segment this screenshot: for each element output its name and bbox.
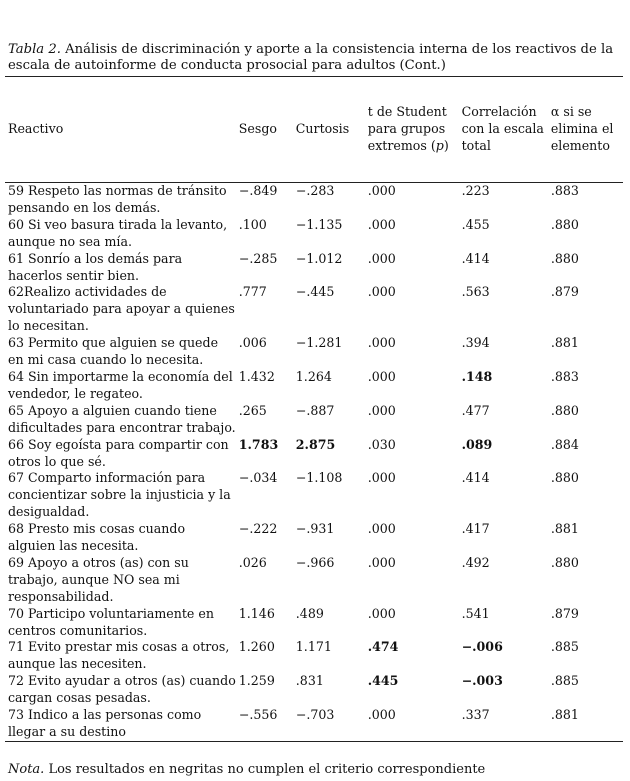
cell-curtosis: 1.264 — [295, 368, 332, 384]
cell-sesgo: −.034 — [238, 470, 278, 486]
header-t-student-prefix: t de Student para grupos extremos ( — [367, 104, 447, 153]
table-caption — [8, 42, 624, 74]
table-row — [5, 369, 623, 403]
cell-reactivo: 72 Evito ayudar a otros (as) cuando cargan cosas pesadas. — [8, 673, 236, 706]
cell-t-student: .000 — [367, 707, 396, 723]
cell-t-student: .000 — [367, 402, 396, 418]
table-row — [5, 470, 623, 521]
cell-alpha: .880 — [550, 402, 579, 418]
cell-alpha: .879 — [550, 284, 579, 300]
cell-alpha: .884 — [550, 436, 579, 452]
cell-reactivo: 68 Presto mis cosas cuando alguien las necesita. — [8, 521, 186, 554]
cell-correlacion: .414 — [461, 250, 490, 266]
table-row — [5, 521, 623, 555]
cell-sesgo: .777 — [238, 284, 267, 300]
table-row — [5, 707, 623, 741]
cell-reactivo: 61 Sonrío a los demás para hacerlos sentir bien. — [8, 250, 183, 283]
cell-alpha: .880 — [550, 250, 579, 266]
cell-alpha: .880 — [550, 470, 579, 486]
table-header-row — [5, 77, 623, 183]
header-sesgo: Sesgo — [238, 121, 277, 137]
cell-sesgo: −.222 — [238, 521, 278, 537]
table-row — [5, 183, 623, 217]
cell-curtosis: −.887 — [295, 402, 335, 418]
cell-t-student: .000 — [367, 521, 396, 537]
cell-correlacion: .223 — [461, 183, 490, 198]
table-row — [5, 403, 623, 437]
table-row — [5, 335, 623, 369]
cell-t-student: .000 — [367, 554, 396, 570]
cell-alpha: .880 — [550, 554, 579, 570]
cell-curtosis: .831 — [295, 673, 324, 689]
cell-correlacion: .089 — [461, 436, 493, 452]
table-row — [5, 217, 623, 251]
cell-reactivo: 71 Evito prestar mis cosas a otros, aunque las necesiten. — [8, 639, 230, 672]
cell-t-student: .000 — [367, 470, 396, 486]
cell-alpha: .880 — [550, 216, 579, 232]
note-label: Nota. — [8, 762, 45, 777]
table-body — [5, 183, 623, 742]
note-text: Los resultados en negritas no cumplen el criterio correspondiente — [48, 762, 486, 777]
cell-curtosis: −.931 — [295, 521, 335, 537]
cell-alpha: .881 — [550, 335, 579, 351]
cell-alpha: .885 — [550, 673, 579, 689]
cell-reactivo: 60 Si veo basura tirada la levanto, aunque no sea mía. — [8, 216, 228, 249]
cell-curtosis: 2.875 — [295, 436, 336, 452]
cell-t-student: .000 — [367, 284, 396, 300]
cell-correlacion: .455 — [461, 216, 490, 232]
cell-curtosis: .489 — [295, 605, 324, 621]
cell-reactivo: 59 Respeto las normas de tránsito pensando en los demás. — [8, 183, 227, 215]
cell-reactivo: 63 Permito que alguien se quede en mi casa cuando lo necesita. — [8, 335, 219, 368]
cell-correlacion: .541 — [461, 605, 490, 621]
caption-text: Análisis de discriminación y aporte a la consistencia interna de los reactivos de la escala de autoinforme de conducta prosocial para adultos (Cont.) — [8, 42, 614, 73]
cell-curtosis: −.283 — [295, 183, 335, 198]
discrimination-table — [5, 76, 623, 742]
cell-sesgo: 1.432 — [238, 368, 275, 384]
cell-reactivo: 73 Indico a las personas como llegar a su destino — [8, 707, 202, 739]
table-row — [5, 437, 623, 471]
cell-correlacion: .477 — [461, 402, 490, 418]
cell-t-student: .000 — [367, 368, 396, 384]
cell-t-student: .000 — [367, 183, 396, 198]
cell-reactivo: 69 Apoyo a otros (as) con su trabajo, aunque NO sea mi responsabilidad. — [8, 554, 189, 604]
cell-sesgo: −.285 — [238, 250, 278, 266]
table-row — [5, 673, 623, 707]
cell-correlacion: .563 — [461, 284, 490, 300]
cell-correlacion: .417 — [461, 521, 490, 537]
cell-alpha: .883 — [550, 183, 579, 198]
cell-correlacion: .148 — [461, 368, 493, 384]
cell-sesgo: 1.146 — [238, 605, 275, 621]
cell-sesgo: 1.783 — [238, 436, 279, 452]
cell-sesgo: −.556 — [238, 707, 278, 723]
cell-reactivo: 70 Participo voluntariamente en centros comunitarios. — [8, 605, 214, 638]
cell-alpha: .879 — [550, 605, 579, 621]
table-row — [5, 606, 623, 640]
cell-alpha: .885 — [550, 639, 579, 655]
cell-alpha: .881 — [550, 521, 579, 537]
cell-correlacion: .394 — [461, 335, 490, 351]
cell-sesgo: 1.260 — [238, 639, 275, 655]
header-t-student-suffix: ) — [443, 137, 449, 153]
cell-correlacion: −.003 — [461, 673, 503, 689]
cell-curtosis: 1.171 — [295, 639, 332, 655]
header-curtosis: Curtosis — [295, 121, 350, 137]
table-row — [5, 555, 623, 606]
table-note — [8, 762, 485, 778]
cell-t-student: .000 — [367, 605, 396, 621]
cell-curtosis: −1.135 — [295, 216, 343, 232]
cell-reactivo: 64 Sin importarme la economía del vendedor, le regateo. — [8, 368, 233, 401]
cell-reactivo: 67 Comparto información para concientizar sobre la injusticia y la desigualdad. — [8, 470, 231, 520]
cell-alpha: .881 — [550, 707, 579, 723]
cell-sesgo: −.849 — [238, 183, 278, 198]
cell-t-student: .445 — [367, 673, 399, 689]
cell-t-student: .000 — [367, 250, 396, 266]
cell-correlacion: .492 — [461, 554, 490, 570]
table-row — [5, 251, 623, 285]
cell-sesgo: 1.259 — [238, 673, 275, 689]
cell-curtosis: −1.012 — [295, 250, 343, 266]
cell-t-student: .474 — [367, 639, 399, 655]
cell-sesgo: .100 — [238, 216, 267, 232]
cell-curtosis: −.703 — [295, 707, 335, 723]
cell-t-student: .000 — [367, 335, 396, 351]
cell-curtosis: −1.108 — [295, 470, 343, 486]
cell-curtosis: −1.281 — [295, 335, 343, 351]
header-reactivo: Reactivo — [8, 121, 64, 137]
cell-t-student: .000 — [367, 216, 396, 232]
cell-reactivo: 62Realizo actividades de voluntariado para apoyar a quienes lo necesitan. — [8, 284, 235, 334]
table-row — [5, 284, 623, 335]
header-alpha: α si se elimina el elemento — [550, 104, 614, 153]
cell-alpha: .883 — [550, 368, 579, 384]
cell-t-student: .030 — [367, 436, 396, 452]
cell-correlacion: .337 — [461, 707, 490, 723]
caption-label: Tabla 2. — [8, 42, 61, 57]
cell-curtosis: −.966 — [295, 554, 335, 570]
cell-sesgo: .265 — [238, 402, 267, 418]
cell-sesgo: .026 — [238, 554, 267, 570]
cell-reactivo: 65 Apoyo a alguien cuando tiene dificultades para encontrar trabajo. — [8, 402, 236, 435]
header-t-student-p: p — [435, 137, 444, 153]
cell-correlacion: .414 — [461, 470, 490, 486]
table-row — [5, 639, 623, 673]
header-correlacion: Correlación con la escala total — [461, 104, 544, 153]
cell-curtosis: −.445 — [295, 284, 335, 300]
cell-sesgo: .006 — [238, 335, 267, 351]
cell-reactivo: 66 Soy egoísta para compartir con otros lo que sé. — [8, 436, 229, 469]
cell-correlacion: −.006 — [461, 639, 503, 655]
header-t-student — [365, 77, 459, 183]
